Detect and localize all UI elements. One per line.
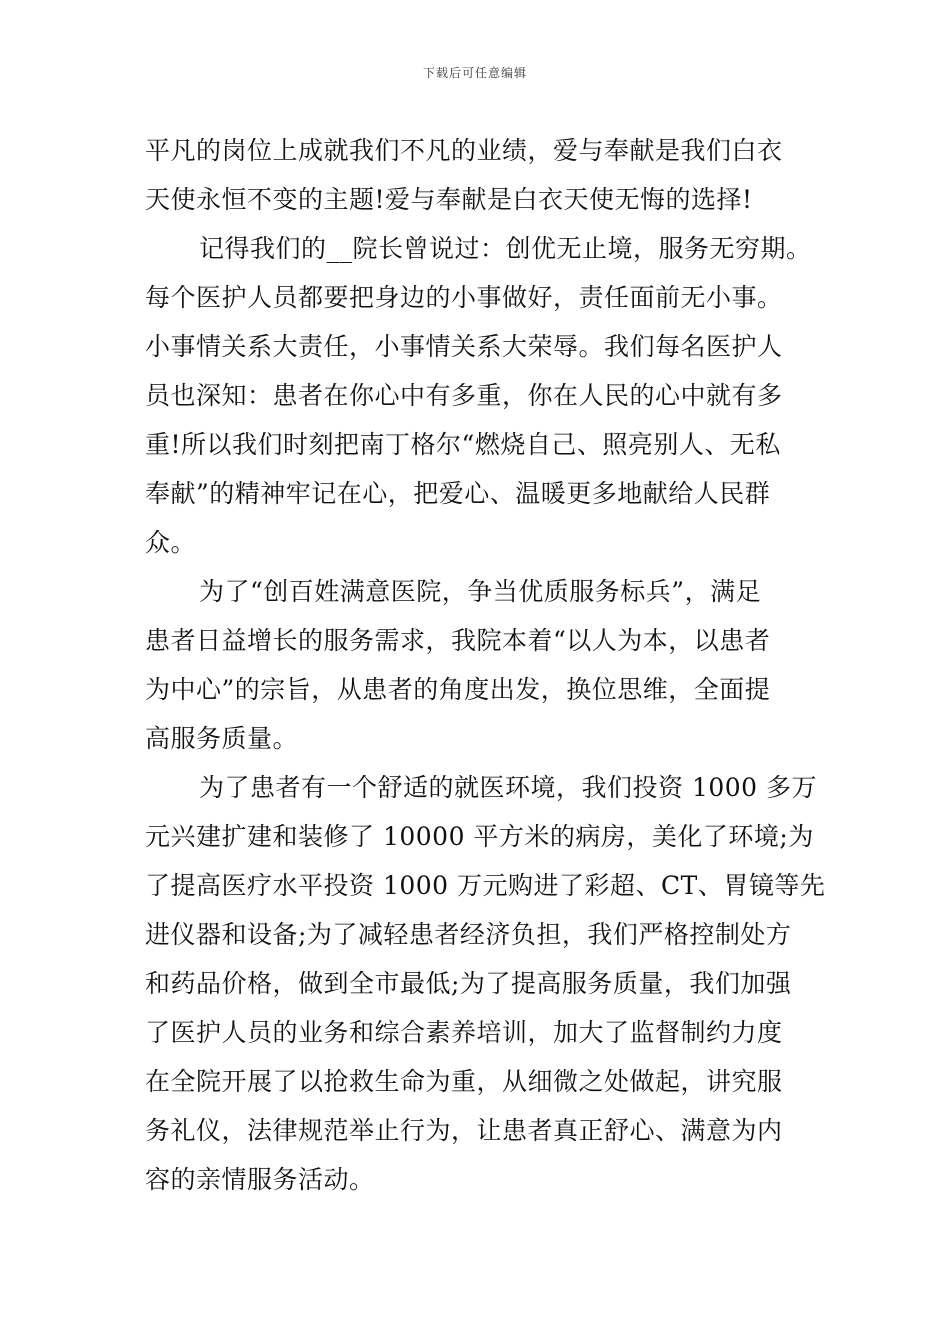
text-line: 奉献”的精神牢记在心，把爱心、温暖更多地献给人民群	[145, 479, 771, 508]
text-line: 了医护人员的业务和综合素养培训，加大了监督制约力度	[145, 1018, 783, 1047]
text-line: 小事情关系大责任，小事情关系大荣辱。我们每名医护人	[145, 332, 783, 361]
text-line: 务礼仪，法律规范举止行为，让患者真正舒心、满意为内	[145, 1116, 783, 1145]
text-line: 容的亲情服务活动。	[145, 1165, 375, 1194]
text-line: 为了患者有一个舒适的就医环境，我们投资 1000 多万	[199, 773, 818, 802]
text-line: 患者日益增长的服务需求，我院本着“以人为本，以患者	[145, 626, 771, 655]
text-line: 元兴建扩建和装修了 10000 平方米的病房，美化了环境;为	[145, 822, 814, 851]
text-line: 记得我们的__院长曾说过：创优无止境，服务无穷期。	[199, 234, 812, 263]
text-line: 员也深知：患者在你心中有多重，你在人民的心中就有多	[145, 381, 783, 410]
paragraph	[145, 763, 845, 1204]
text-line: 天使永恒不变的主题!爱与奉献是白衣天使无悔的选择!	[145, 185, 753, 214]
text-line: 重!所以我们时刻把南丁格尔“燃烧自己、照亮别人、无私	[145, 430, 781, 459]
text-line: 平凡的岗位上成就我们不凡的业绩，爱与奉献是我们白衣	[145, 136, 783, 165]
page-header: 下载后可任意编辑	[422, 66, 527, 80]
text-line: 了提高医疗水平投资 1000 万元购进了彩超、CT、胃镜等先	[145, 871, 826, 900]
document-body	[145, 126, 845, 1204]
text-line: 每个医护人员都要把身边的小事做好，责任面前无小事。	[145, 283, 783, 312]
text-line: 和药品价格，做到全市最低;为了提高服务质量，我们加强	[145, 969, 792, 998]
paragraph	[145, 224, 845, 567]
text-line: 进仪器和设备;为了减轻患者经济负担，我们严格控制处方	[145, 920, 792, 949]
text-line: 为中心”的宗旨，从患者的角度出发，换位思维，全面提	[145, 675, 771, 704]
text-line: 众。	[145, 528, 197, 557]
paragraph	[145, 126, 845, 224]
text-line: 在全院开展了以抢救生命为重，从细微之处做起，讲究服	[145, 1067, 783, 1096]
text-line: 为了“创百姓满意医院，争当优质服务标兵”，满足	[199, 577, 762, 606]
paragraph	[145, 567, 845, 763]
text-line: 高服务质量。	[145, 724, 299, 753]
